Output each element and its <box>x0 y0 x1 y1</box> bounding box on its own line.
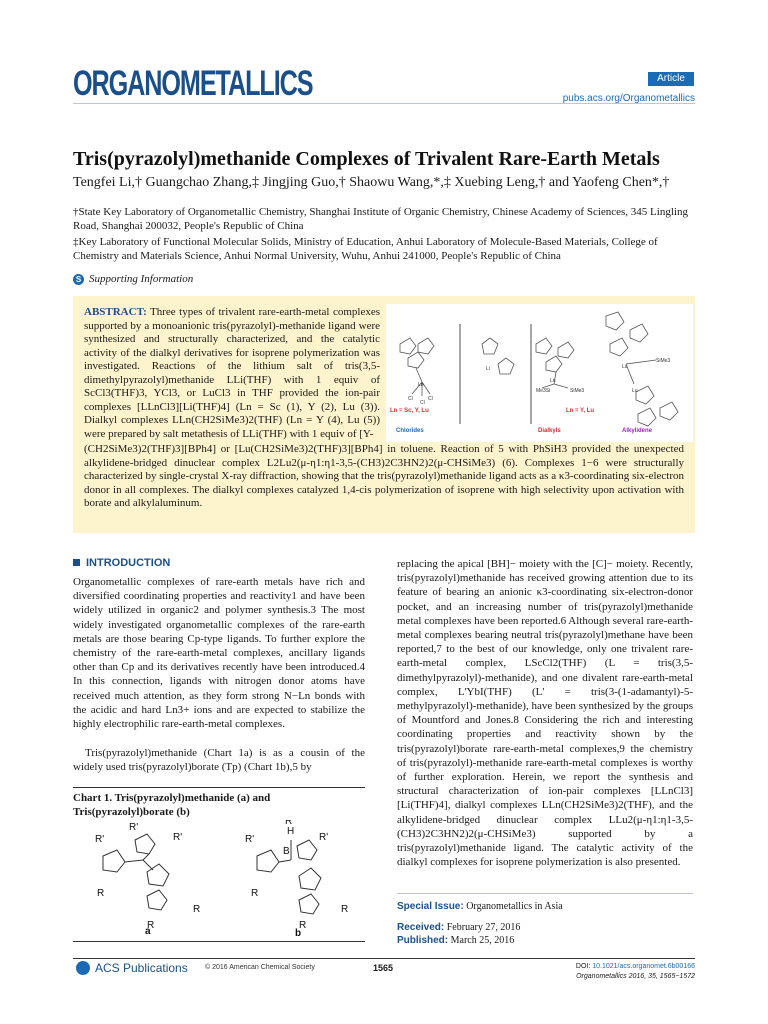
chart-1-title: Chart 1. Tris(pyrazolyl)methanide (a) and Tris(pyrazolyl)borate (b) <box>73 792 271 818</box>
published-label: Published: <box>397 935 449 946</box>
doi-label: DOI: <box>575 963 591 970</box>
acs-logo-icon <box>76 961 90 975</box>
toc-graphic <box>386 304 693 442</box>
chart-a-r-2: R <box>193 904 201 915</box>
chart-b-r-3: R <box>299 920 307 931</box>
copyright: © 2016 American Chemical Society <box>205 964 315 971</box>
cl-label-2: Cl <box>428 396 433 402</box>
li-label: Li <box>486 366 490 372</box>
ln-label: Ln <box>418 382 424 388</box>
chart-a-r-3: R <box>147 920 155 931</box>
acs-publications-logo[interactable] <box>76 961 188 975</box>
intro-para-2: Tris(pyrazolyl)methanide (Chart 1a) is as a cousin of the widely used tris(pyrazolyl)borate (Tp) (Chart 1b),5 by <box>73 747 365 774</box>
chart-a-r-1: R <box>97 888 105 899</box>
abstract-text-lower: (CH2SiMe3)2(THF)3][BPh4] or [Lu(CH2SiMe3)2(THF)3][BPh4] in toluene. Reaction of 5 with PhSiH3 provided the unexpected alkylidene-bridged dinuclear complex L2Lu2(μ-η1:η1-3,5-(CH3)2C3HN2)2(μ-CHSiMe3) (6). Complexes 1−6 were structurally characterized by single-crystal X-ray diffraction, showing that the tris(pyrazolyl)methanide ligand acts as a κ3-coordinating six-electron donor in all complexes. The dialkyl complexes catalyzed 1,4-cis polymerization of isoprene with high selectivity upon activation with borate and alkylaluminum. <box>84 443 684 509</box>
abstract-text-upper <box>84 306 380 441</box>
chart-b-boron: B <box>283 846 290 857</box>
footer-rule <box>73 958 695 959</box>
chart-1-structures <box>73 820 365 938</box>
graphic-label-ln1: Ln = Sc, Y, Lu <box>390 408 429 414</box>
special-issue <box>397 901 563 912</box>
intro-para-1: Organometallic complexes of rare-earth metals have rich and diversified coordinating properties and reactivity1 and have been widely utilized in organic2 and polymer synthesis.3 The most widely investigated organometallic complexes of the rare-earth metals are those bearing Cp-type ligands. To further explore the chemistry of the rare-earth-metal complexes, ancillary ligands other than Cp and its derivatives recently have been introduced.4 In this connection, ligands with nitrogen donor atoms have received much attention, as they form strong N−Ln bonds with the acidic and hard Ln3+ ions and are expected to stabilize the highly electrophilic rare-earth-metal complexes. <box>73 576 365 731</box>
abstract-text-left: Three types of trivalent rare-earth-metal complexes supported by a monoanionic tris(pyrazolyl)-methanide ligand were synthesized and structurally characterized, and the catalytic activity of the dialkyl derivatives for isoprene polymerization was investigated. Reactions of the lithium salt of tris(3,5-dimethylpyrazolyl)methanide LLi(THF) with 1 equiv of ScCl3(THF)3, YCl3, or LuCl3 in THF provided the ion-pair complexes [LLnCl3][Li(THF)4] (Ln = Sc (1), Y (2), Lu (3)). Dialkyl complexes LLn(CH2SiMe3)2(THF) (Ln = Y (4), Lu (5)) were prepared by salt metathesis of LLi(THF) with 1 equiv of [Y- <box>84 306 380 440</box>
cl-label-3: Cl <box>420 400 425 406</box>
sime3-label-2: SiMe3 <box>570 388 585 394</box>
toc-structures-svg <box>386 304 693 442</box>
chart-b-rprime-2: R' <box>285 820 295 827</box>
publisher-name: ACS Publications <box>95 961 188 975</box>
cl-label-1: Cl <box>408 396 413 402</box>
chart-a-rprime-2: R' <box>129 822 139 833</box>
chart-b-rprime-3: R' <box>319 832 329 843</box>
chart-b-rprime-1: R' <box>245 834 255 845</box>
graphic-label-ln2: Ln = Y, Lu <box>566 408 595 414</box>
intro-heading-label: INTRODUCTION <box>86 557 171 569</box>
page-number: 1565 <box>373 963 394 973</box>
affiliation-1: †State Key Laboratory of Organometallic Chemistry, Shanghai Institute of Organic Chemistry, Chinese Academy of Sciences, 345 Lingling Road, Shanghai 200032, People's Republic of China <box>73 206 688 232</box>
doi-block <box>576 962 695 982</box>
received-label: Received: <box>397 922 445 933</box>
intro-right-column: replacing the apical [BH]− moiety with the [C]− moiety. Recently, tris(pyrazolyl)methanide has received growing attention due to its feature of bearing an anionic κ3-coordinating six-electron-donor pocket, and an increasing number of tris(pyrazolyl)methanide metal complexes have been reported.6 Although several rare-earth-metal complexes bearing neutral tris(pyrazolyl)methane have been reported,7 to the best of our knowledge, only one trivalent rare-earth-metal complex, LScCl2(THF) (L = tris(3,5-dimethylpyrazolyl)-methanide), and one divalent rare-earth-metal complex, L'YbI(THF) (L' = tris(3-(1-adamantyl)-5-methylpyrazolyl)-methanide), have been synthesized by the groups of Mountford and Jones.8 Considering the rich and interesting coordinating properties and reactivity shown by the tris(pyrazolyl)borate rare-earth-metal complexes,9 the chemistry of tris(pyrazolyl)-methanide rare-earth-metal complexes is worthy of further exploration. Herein, we report the synthesis and structural characterization of ion-pair complexes [LLnCl3][Li(THF)4], dialkyl complexes LLn(CH2SiMe3)2(THF), and the alkylidene-bridged dinuclear complex LLu2(μ-η1:η1-3,5-(CH3)2C3HN2)2(μ-CHSiMe3) supported by a tris(pyrazolyl)methanide ligand. The catalytic activity of the dialkyl complexes for isoprene polymerization is also presented. <box>397 558 693 869</box>
chart-a-rprime-1: R' <box>95 834 105 845</box>
abstract-label: ABSTRACT: <box>84 306 147 318</box>
received-value: February 27, 2016 <box>446 922 521 933</box>
citation: Organometallics 2016, 35, 1565−1572 <box>576 973 695 980</box>
section-bullet-icon <box>73 559 80 566</box>
special-issue-label: Special Issue: <box>397 901 464 912</box>
received-date <box>397 922 520 933</box>
graphic-label-alkylidene: Alkylidene <box>622 428 653 434</box>
chart-b-r-1: R <box>251 888 259 899</box>
chart-top-rule <box>73 787 365 788</box>
supporting-info-label: Supporting Information <box>89 273 194 285</box>
intro-heading <box>73 557 170 569</box>
lu-label-1: Lu <box>622 364 628 370</box>
published-date <box>397 935 514 946</box>
journal-logo: ORGANOMETALLICS <box>73 64 313 103</box>
me3si-label: Me3Si <box>536 388 551 394</box>
chart-b-r-2: R <box>341 904 349 915</box>
doi-link[interactable]: 10.1021/acs.organomet.6b00166 <box>592 963 695 970</box>
chart-a-rprime-3: R' <box>173 832 183 843</box>
special-issue-value: Organometallics in Asia <box>466 901 563 912</box>
graphic-label-chlorides: Chlorides <box>396 428 424 434</box>
journal-url-link[interactable]: pubs.acs.org/Organometallics <box>562 93 695 104</box>
author-list: Tengfei Li,† Guangchao Zhang,‡ Jingjing Guo,† Shaowu Wang,*,‡ Xuebing Leng,† and Yaofeng Chen*,† <box>73 175 670 190</box>
paper-title: Tris(pyrazolyl)methanide Complexes of Trivalent Rare-Earth Metals <box>73 148 660 170</box>
chart-1-svg <box>73 820 365 938</box>
affiliation-2: ‡Key Laboratory of Functional Molecular Solids, Ministry of Education, Anhui Laboratory of Molecule-Based Materials, College of Chemistry and Materials Science, Anhui Normal University, Wuhu, Anhui 241000, People's Republic of China <box>73 236 658 262</box>
chart-b-label: b <box>295 928 302 938</box>
sime3-label: SiMe3 <box>656 358 671 364</box>
graphic-label-dialkyls: Dialkyls <box>538 428 561 434</box>
ln-label-2: Ln <box>550 378 556 384</box>
article-type-badge: Article <box>648 72 694 86</box>
chart-a-label: a <box>145 926 151 937</box>
published-value: March 25, 2016 <box>450 935 515 946</box>
chart-b-h: H <box>287 826 295 837</box>
chart-bottom-rule <box>73 941 365 942</box>
supporting-info-icon: S <box>73 274 84 285</box>
supporting-info-link[interactable] <box>73 273 193 285</box>
lu-label-2: Lu <box>632 388 638 394</box>
meta-rule <box>397 893 693 894</box>
